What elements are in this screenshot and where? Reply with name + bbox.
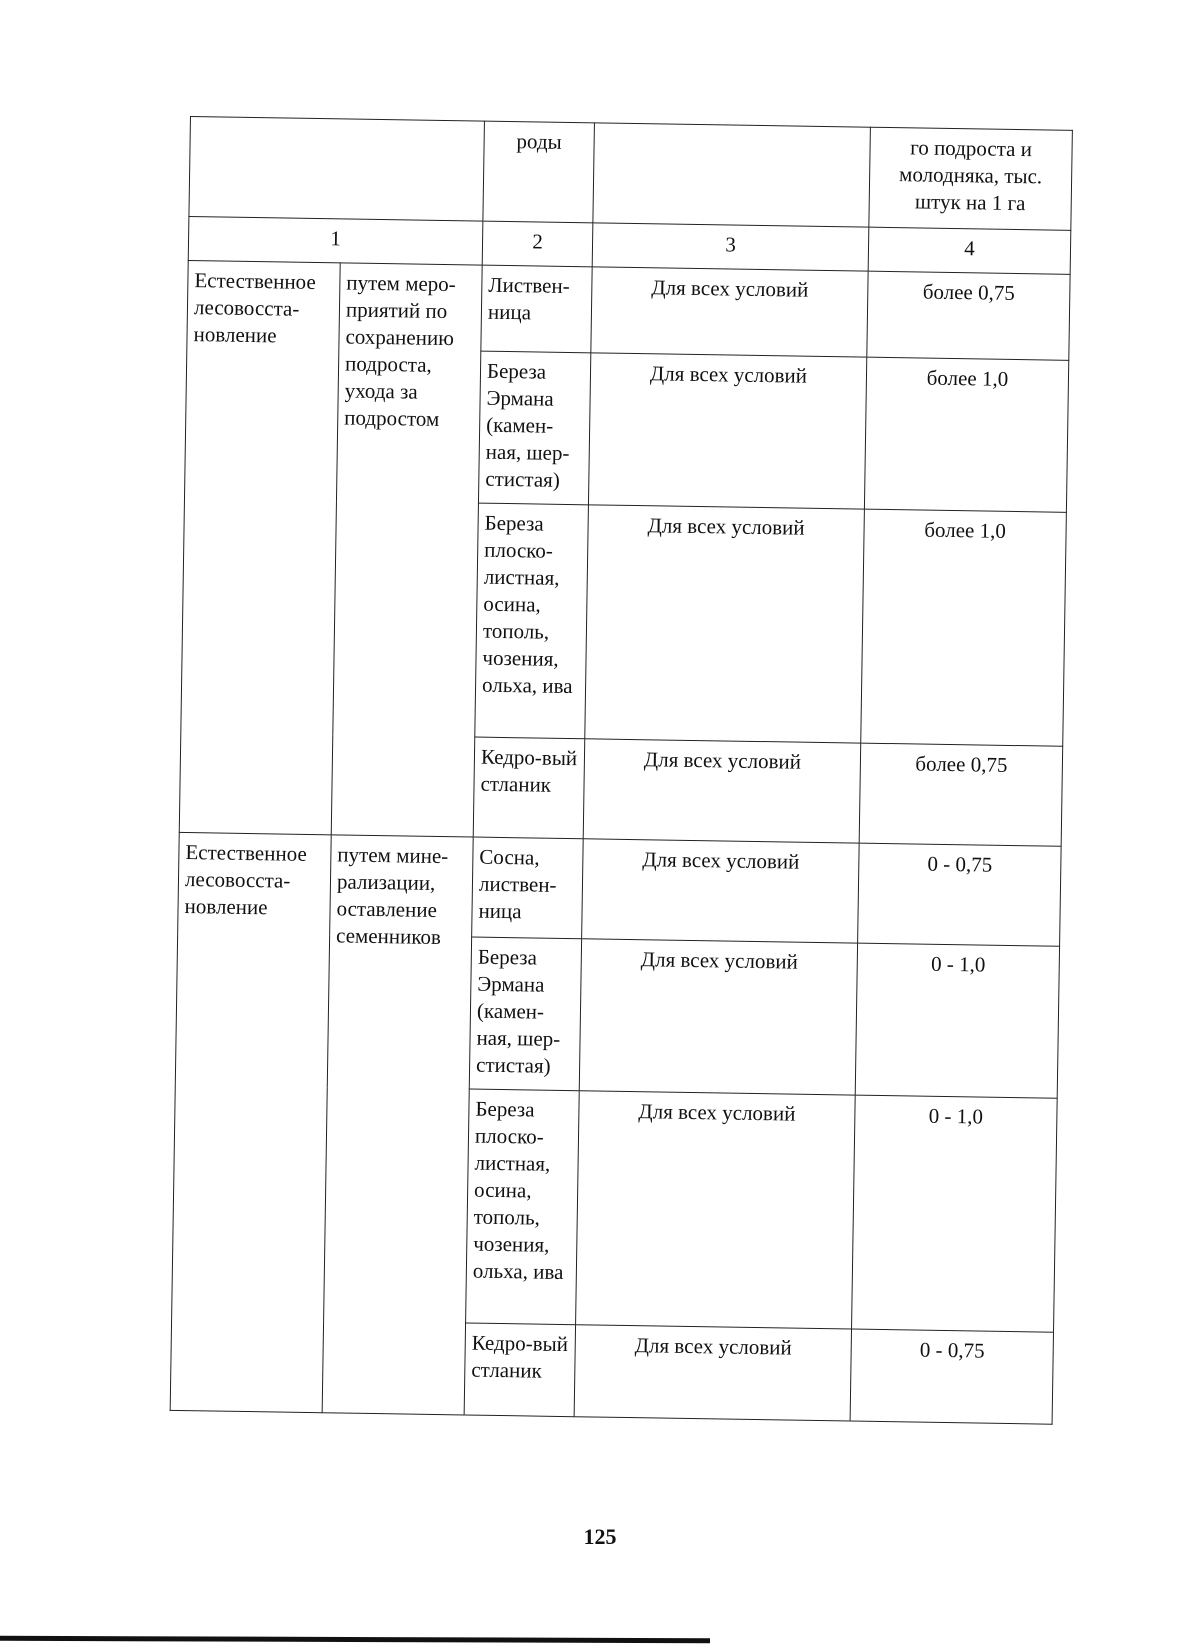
header-col4-text: го подроста и молодняка, тыс. штук на 1 га	[898, 135, 1043, 216]
species-cell: Береза плоско-листная, осина, тополь, чозения, ольха, ива	[475, 503, 589, 739]
conditions-cell: Для всех условий	[583, 739, 861, 843]
density-value-cell: более 1,0	[861, 509, 1067, 746]
density-value-cell: более 1,0	[864, 357, 1068, 512]
regeneration-type-cell: Естественное лесовосста-новление	[179, 260, 340, 834]
regeneration-table	[170, 116, 1073, 1425]
conditions-cell: Для всех условий	[574, 1325, 851, 1421]
conditions-cell: Для всех условий	[591, 267, 868, 357]
conditions-cell: Для всех условий	[576, 1091, 856, 1329]
conditions-cell: Для всех условий	[582, 839, 860, 943]
conditions-cell: Для всех условий	[585, 505, 865, 743]
regeneration-type-cell: Естественное лесовосста-новление	[170, 832, 331, 1412]
regeneration-method-cell: путем мине-рализации, оставление семенников	[322, 835, 473, 1415]
header-row	[189, 117, 1072, 231]
regeneration-method-cell: путем меро-приятий по сохранению подроста, ухода за подростом	[331, 263, 482, 837]
conditions-cell: Для всех условий	[579, 939, 857, 1095]
column-number-2: 2	[482, 221, 593, 267]
density-value-cell: 0 - 0,75	[850, 1329, 1053, 1424]
column-number-4: 4	[868, 227, 1071, 274]
bottom-scan-edge-line	[0, 1636, 710, 1643]
density-value-cell: 0 - 0,75	[858, 843, 1062, 946]
column-number-1: 1	[188, 216, 483, 265]
species-cell: Береза Эрмана (камен-ная, шер-стистая)	[478, 351, 590, 505]
density-value-cell: 0 - 1,0	[855, 943, 1059, 1098]
species-cell: Листвен-ница	[481, 265, 592, 353]
density-value-cell: 0 - 1,0	[852, 1095, 1058, 1332]
table-row	[187, 260, 1070, 360]
column-number-3: 3	[592, 223, 869, 271]
species-cell: Береза Эрмана (камен-ная, шер-стистая)	[469, 937, 581, 1091]
header-col1-cell	[189, 117, 485, 222]
species-cell: Сосна, листвен-ница	[472, 837, 584, 939]
page-number: 125	[583, 1524, 617, 1549]
species-cell: Кедро-вый стланик	[473, 737, 585, 839]
header-col2-cell	[483, 121, 595, 223]
density-value-cell: более 0,75	[867, 271, 1070, 360]
conditions-cell: Для всех условий	[588, 353, 866, 509]
species-cell: Кедро-вый стланик	[464, 1323, 575, 1417]
header-col4-cell	[869, 127, 1073, 230]
table-row	[178, 832, 1061, 946]
header-col2-text: роды	[516, 129, 562, 154]
header-col3-cell	[593, 123, 871, 227]
species-cell: Береза плоско-листная, осина, тополь, чозения, ольха, ива	[466, 1089, 580, 1325]
density-value-cell: более 0,75	[859, 743, 1063, 846]
